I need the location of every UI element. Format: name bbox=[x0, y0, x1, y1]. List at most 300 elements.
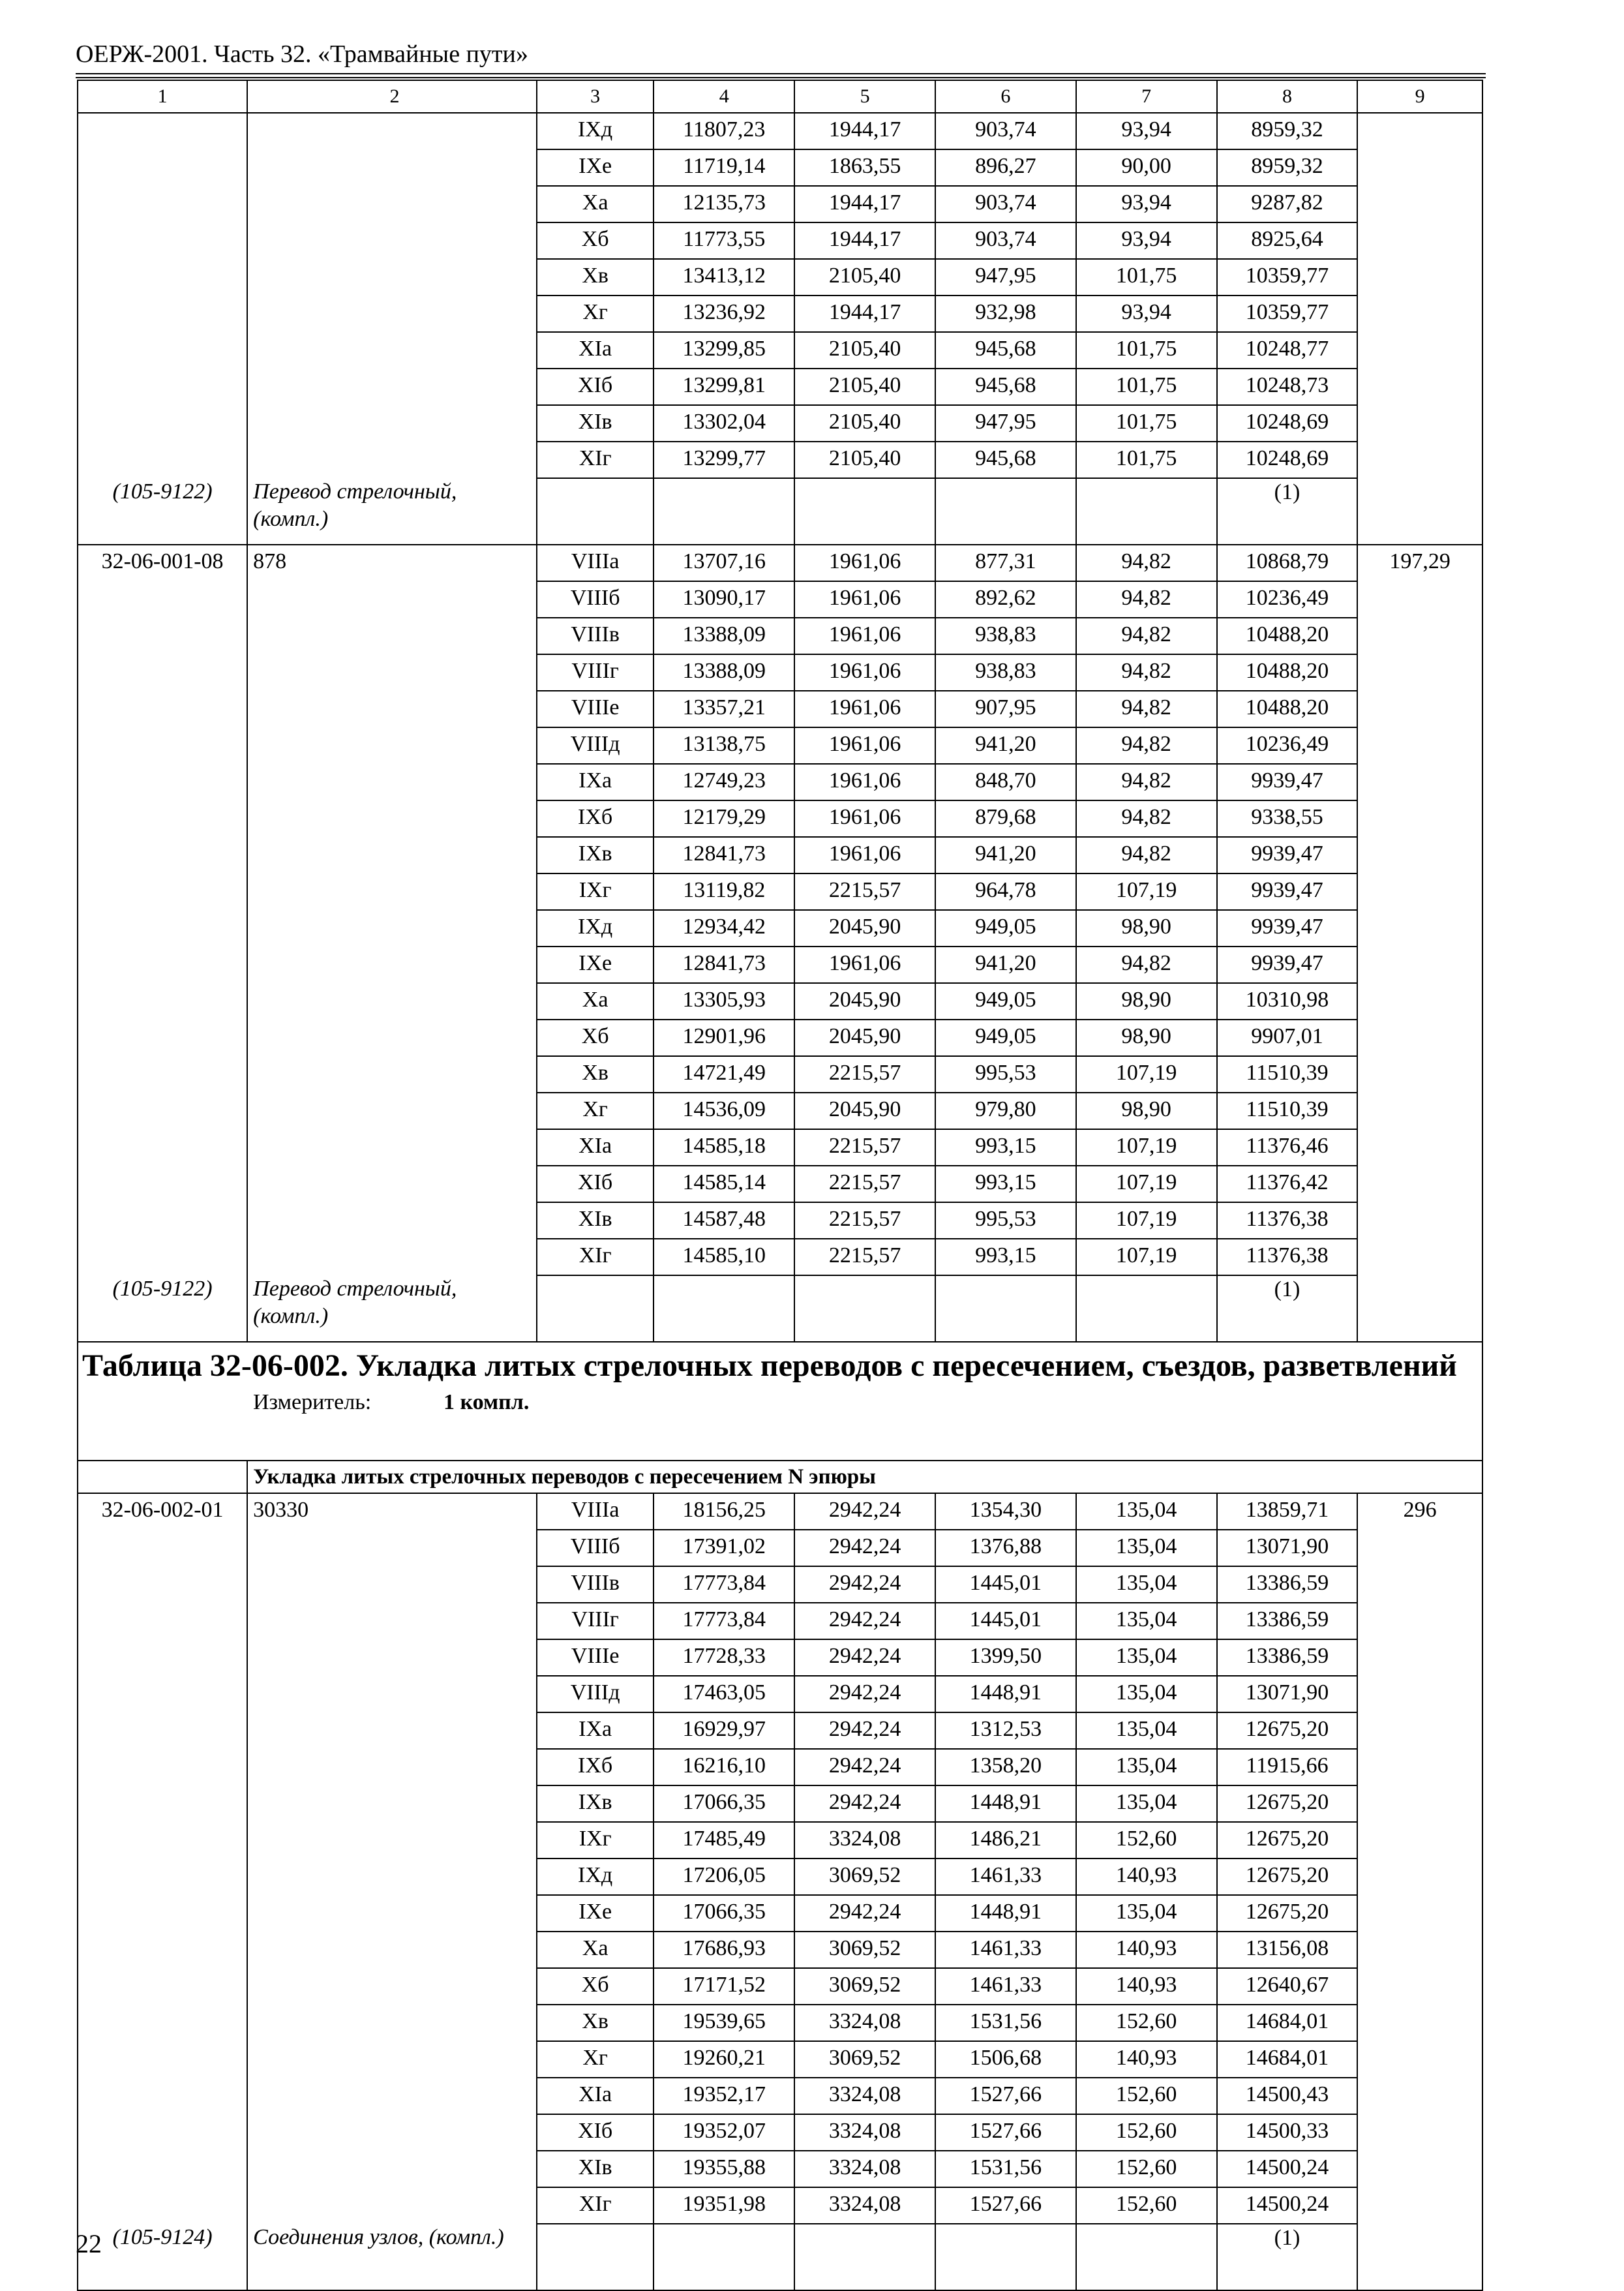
value-cell: 93,94 bbox=[1076, 296, 1217, 332]
value-cell: 896,27 bbox=[935, 149, 1076, 186]
value-cell: 13119,82 bbox=[654, 873, 794, 910]
value-cell: 13090,17 bbox=[654, 581, 794, 618]
table-row bbox=[78, 1932, 1482, 1968]
value-cell: 1448,91 bbox=[935, 1785, 1076, 1822]
zone-cell: XIа bbox=[537, 2078, 654, 2114]
value-cell: 10488,20 bbox=[1217, 618, 1358, 654]
value-cell: 3324,08 bbox=[794, 2114, 935, 2151]
value-cell: 14500,43 bbox=[1217, 2078, 1358, 2114]
cell-empty bbox=[1357, 837, 1482, 873]
value-cell: 11915,66 bbox=[1217, 1749, 1358, 1785]
value-cell: 14721,49 bbox=[654, 1056, 794, 1093]
value-cell: 2942,24 bbox=[794, 1566, 935, 1603]
cell-empty bbox=[1357, 947, 1482, 983]
zone-cell: IXг bbox=[537, 873, 654, 910]
value-cell: 13413,12 bbox=[654, 259, 794, 296]
value-cell: 140,93 bbox=[1076, 2041, 1217, 2078]
zone-cell: XIв bbox=[537, 405, 654, 442]
cell-empty bbox=[935, 1275, 1076, 1342]
table-row bbox=[78, 1530, 1482, 1566]
value-cell: 10310,98 bbox=[1217, 983, 1358, 1020]
value-cell: 877,31 bbox=[935, 545, 1076, 581]
unit-label: Измеритель: bbox=[253, 1390, 372, 1414]
cell-empty bbox=[247, 654, 537, 691]
cell-empty bbox=[247, 581, 537, 618]
cell-empty bbox=[78, 1932, 247, 1968]
table-row bbox=[78, 1749, 1482, 1785]
column-number: 3 bbox=[537, 80, 654, 113]
value-cell: 12640,67 bbox=[1217, 1968, 1358, 2005]
value-cell: 2942,24 bbox=[794, 1712, 935, 1749]
cell-empty bbox=[78, 1712, 247, 1749]
cell-empty bbox=[1357, 259, 1482, 296]
column-number: 5 bbox=[794, 80, 935, 113]
value-cell: 107,19 bbox=[1076, 1129, 1217, 1166]
value-cell: 949,05 bbox=[935, 1020, 1076, 1056]
cell-empty bbox=[247, 1712, 537, 1749]
value-cell: 10488,20 bbox=[1217, 691, 1358, 727]
cell-empty bbox=[1357, 873, 1482, 910]
value-cell: 941,20 bbox=[935, 947, 1076, 983]
value-cell: 14585,14 bbox=[654, 1166, 794, 1202]
zone-cell: VIIIв bbox=[537, 1566, 654, 1603]
value-cell: 8925,64 bbox=[1217, 222, 1358, 259]
cell-empty bbox=[78, 1202, 247, 1239]
cell-empty bbox=[78, 1566, 247, 1603]
cell-empty bbox=[1357, 2005, 1482, 2041]
value-cell: 12675,20 bbox=[1217, 1895, 1358, 1932]
value-cell: 93,94 bbox=[1076, 186, 1217, 222]
value-cell: 12841,73 bbox=[654, 947, 794, 983]
table-row bbox=[78, 1566, 1482, 1603]
zone-cell: XIв bbox=[537, 1202, 654, 1239]
value-cell: 13388,09 bbox=[654, 618, 794, 654]
table-row bbox=[78, 873, 1482, 910]
value-cell: 18156,25 bbox=[654, 1493, 794, 1530]
value-cell: 11807,23 bbox=[654, 113, 794, 149]
cell-empty bbox=[78, 1461, 247, 1493]
resource-qty: (1) bbox=[1217, 2224, 1358, 2290]
cell-empty bbox=[247, 1093, 537, 1129]
value-cell: 140,93 bbox=[1076, 1932, 1217, 1968]
table-row bbox=[78, 1895, 1482, 1932]
cell-empty bbox=[537, 2224, 654, 2290]
cell-empty bbox=[1357, 405, 1482, 442]
cell-empty bbox=[78, 2005, 247, 2041]
rates-table bbox=[77, 80, 1483, 2291]
cell-empty bbox=[1357, 1566, 1482, 1603]
value-cell: 1944,17 bbox=[794, 113, 935, 149]
value-cell: 9338,55 bbox=[1217, 800, 1358, 837]
value-cell: 10248,69 bbox=[1217, 405, 1358, 442]
cell-empty bbox=[78, 2041, 247, 2078]
cell-empty bbox=[1357, 1129, 1482, 1166]
value-cell: 993,15 bbox=[935, 1166, 1076, 1202]
cell-empty bbox=[78, 332, 247, 369]
zone-cell: IXа bbox=[537, 764, 654, 800]
value-cell: 13138,75 bbox=[654, 727, 794, 764]
cell-empty bbox=[78, 1822, 247, 1859]
value-cell: 98,90 bbox=[1076, 1093, 1217, 1129]
value-cell: 1461,33 bbox=[935, 1968, 1076, 2005]
cell-empty bbox=[247, 442, 537, 478]
value-cell: 17728,33 bbox=[654, 1639, 794, 1676]
value-cell: 10248,77 bbox=[1217, 332, 1358, 369]
cell-empty bbox=[78, 222, 247, 259]
cell-empty bbox=[1357, 1530, 1482, 1566]
table-row bbox=[78, 800, 1482, 837]
cell-empty bbox=[1357, 618, 1482, 654]
value-cell: 12675,20 bbox=[1217, 1785, 1358, 1822]
value-cell: 14585,10 bbox=[654, 1239, 794, 1275]
cell-empty bbox=[247, 873, 537, 910]
cell-empty bbox=[1357, 727, 1482, 764]
value-cell: 10248,69 bbox=[1217, 442, 1358, 478]
table-row bbox=[78, 1785, 1482, 1822]
cell-empty bbox=[794, 2224, 935, 2290]
cell-empty bbox=[1076, 1275, 1217, 1342]
cell-empty bbox=[247, 800, 537, 837]
cell-empty bbox=[78, 947, 247, 983]
value-cell: 14536,09 bbox=[654, 1093, 794, 1129]
cell-empty bbox=[78, 727, 247, 764]
cell-empty bbox=[935, 2224, 1076, 2290]
rate-code: 32-06-002-01 bbox=[78, 1493, 247, 1530]
cell-empty bbox=[78, 369, 247, 405]
value-cell: 13299,85 bbox=[654, 332, 794, 369]
zone-cell: IXб bbox=[537, 800, 654, 837]
cell-empty bbox=[78, 1639, 247, 1676]
value-cell: 13299,77 bbox=[654, 442, 794, 478]
value-cell: 90,00 bbox=[1076, 149, 1217, 186]
zone-cell: IXд bbox=[537, 113, 654, 149]
zone-cell: VIIIа bbox=[537, 1493, 654, 1530]
cell-empty bbox=[1357, 2224, 1482, 2290]
value-cell: 13305,93 bbox=[654, 983, 794, 1020]
value-cell: 98,90 bbox=[1076, 910, 1217, 947]
cell-empty bbox=[78, 2187, 247, 2224]
cell-empty bbox=[1357, 1239, 1482, 1275]
value-cell: 11376,38 bbox=[1217, 1239, 1358, 1275]
value-cell: 903,74 bbox=[935, 113, 1076, 149]
value-cell: 941,20 bbox=[935, 837, 1076, 873]
column-number: 8 bbox=[1217, 80, 1358, 113]
value-cell: 135,04 bbox=[1076, 1712, 1217, 1749]
table-row bbox=[78, 1056, 1482, 1093]
value-cell: 12901,96 bbox=[654, 1020, 794, 1056]
table-row bbox=[78, 1239, 1482, 1275]
value-cell: 945,68 bbox=[935, 369, 1076, 405]
value-cell: 13859,71 bbox=[1217, 1493, 1358, 1530]
table-row bbox=[78, 727, 1482, 764]
value-cell: 938,83 bbox=[935, 654, 1076, 691]
value-cell: 1961,06 bbox=[794, 727, 935, 764]
value-cell: 2942,24 bbox=[794, 1749, 935, 1785]
value-cell: 3069,52 bbox=[794, 2041, 935, 2078]
value-cell: 107,19 bbox=[1076, 1239, 1217, 1275]
table-row bbox=[78, 222, 1482, 259]
value-cell: 17206,05 bbox=[654, 1859, 794, 1895]
table-row bbox=[78, 1603, 1482, 1639]
zone-cell: Xб bbox=[537, 1968, 654, 2005]
zone-cell: Xг bbox=[537, 1093, 654, 1129]
cell-empty bbox=[78, 1676, 247, 1712]
value-cell: 135,04 bbox=[1076, 1639, 1217, 1676]
zone-cell: Xв bbox=[537, 1056, 654, 1093]
zone-cell: IXб bbox=[537, 1749, 654, 1785]
column-number: 7 bbox=[1076, 80, 1217, 113]
value-cell: 1399,50 bbox=[935, 1639, 1076, 1676]
cell-empty bbox=[247, 1822, 537, 1859]
zone-cell: XIа bbox=[537, 332, 654, 369]
cell-empty bbox=[247, 837, 537, 873]
zone-cell: XIа bbox=[537, 1129, 654, 1166]
value-cell: 10236,49 bbox=[1217, 727, 1358, 764]
cell-empty bbox=[78, 186, 247, 222]
table-row bbox=[78, 1166, 1482, 1202]
zone-cell: Xа bbox=[537, 983, 654, 1020]
value-cell: 2215,57 bbox=[794, 1056, 935, 1093]
cell-empty bbox=[78, 654, 247, 691]
value-cell: 14500,33 bbox=[1217, 2114, 1358, 2151]
value-cell: 17485,49 bbox=[654, 1822, 794, 1859]
cell-empty bbox=[1357, 581, 1482, 618]
value-cell: 93,94 bbox=[1076, 113, 1217, 149]
value-cell: 12135,73 bbox=[654, 186, 794, 222]
cell-empty bbox=[1357, 2187, 1482, 2224]
cell-empty bbox=[1357, 1603, 1482, 1639]
value-cell: 11773,55 bbox=[654, 222, 794, 259]
cell-empty bbox=[247, 113, 537, 149]
value-cell: 2105,40 bbox=[794, 332, 935, 369]
table-row bbox=[78, 1968, 1482, 2005]
table-row bbox=[78, 2151, 1482, 2187]
value-cell: 17066,35 bbox=[654, 1895, 794, 1932]
value-cell: 13299,81 bbox=[654, 369, 794, 405]
value-cell: 94,82 bbox=[1076, 618, 1217, 654]
table-row bbox=[78, 545, 1482, 581]
value-cell: 9287,82 bbox=[1217, 186, 1358, 222]
value-cell: 17391,02 bbox=[654, 1530, 794, 1566]
cell-empty bbox=[78, 1129, 247, 1166]
zone-cell: IXе bbox=[537, 149, 654, 186]
cell-empty bbox=[78, 1785, 247, 1822]
cell-empty bbox=[78, 691, 247, 727]
value-cell: 17773,84 bbox=[654, 1566, 794, 1603]
zone-cell: IXе bbox=[537, 947, 654, 983]
cell-empty bbox=[247, 2041, 537, 2078]
table-row bbox=[78, 1202, 1482, 1239]
value-cell: 848,70 bbox=[935, 764, 1076, 800]
zone-cell: VIIIв bbox=[537, 618, 654, 654]
zone-cell: Xа bbox=[537, 1932, 654, 1968]
value-cell: 1445,01 bbox=[935, 1603, 1076, 1639]
value-cell: 1527,66 bbox=[935, 2078, 1076, 2114]
cell-empty bbox=[247, 1020, 537, 1056]
cell-empty bbox=[247, 1968, 537, 2005]
cell-empty bbox=[1357, 1968, 1482, 2005]
value-cell: 2105,40 bbox=[794, 442, 935, 478]
table-row bbox=[78, 1093, 1482, 1129]
value-cell: 9907,01 bbox=[1217, 1020, 1358, 1056]
rates-table-body bbox=[78, 80, 1482, 2290]
cell-empty bbox=[78, 1056, 247, 1093]
table-row bbox=[78, 369, 1482, 405]
value-cell: 2942,24 bbox=[794, 1676, 935, 1712]
zone-cell: XIб bbox=[537, 2114, 654, 2151]
value-cell: 10248,73 bbox=[1217, 369, 1358, 405]
value-cell: 947,95 bbox=[935, 405, 1076, 442]
zone-cell: XIб bbox=[537, 1166, 654, 1202]
value-cell: 152,60 bbox=[1076, 2114, 1217, 2151]
value-cell: 135,04 bbox=[1076, 1566, 1217, 1603]
cell-empty bbox=[247, 1749, 537, 1785]
value-cell: 94,82 bbox=[1076, 800, 1217, 837]
zone-cell: XIб bbox=[537, 369, 654, 405]
cell-empty bbox=[1357, 1020, 1482, 1056]
cell-empty bbox=[78, 764, 247, 800]
value-cell: 8959,32 bbox=[1217, 113, 1358, 149]
value-cell: 17686,93 bbox=[654, 1932, 794, 1968]
value-cell: 16216,10 bbox=[654, 1749, 794, 1785]
zone-cell: XIг bbox=[537, 442, 654, 478]
cell-empty bbox=[654, 1275, 794, 1342]
value-cell: 993,15 bbox=[935, 1129, 1076, 1166]
cell-empty bbox=[794, 1275, 935, 1342]
value-cell: 2105,40 bbox=[794, 369, 935, 405]
table-row bbox=[78, 581, 1482, 618]
table-row bbox=[78, 910, 1482, 947]
value-cell: 98,90 bbox=[1076, 1020, 1217, 1056]
value-cell: 13388,09 bbox=[654, 654, 794, 691]
value-cell: 17773,84 bbox=[654, 1603, 794, 1639]
column-number: 6 bbox=[935, 80, 1076, 113]
table-row bbox=[78, 2078, 1482, 2114]
table-row bbox=[78, 113, 1482, 149]
cell-empty bbox=[1357, 764, 1482, 800]
table-title: Таблица 32-06-002. Укладка литых стрелочных переводов с пересечением, съездов, разветвлений bbox=[82, 1348, 1457, 1383]
cell-empty bbox=[247, 2005, 537, 2041]
cell-empty bbox=[78, 296, 247, 332]
column-number: 4 bbox=[654, 80, 794, 113]
cell-empty bbox=[247, 259, 537, 296]
cell-empty bbox=[1357, 1202, 1482, 1239]
value-cell: 11510,39 bbox=[1217, 1093, 1358, 1129]
column-number: 9 bbox=[1357, 80, 1482, 113]
zone-cell: Xв bbox=[537, 2005, 654, 2041]
value-cell: 101,75 bbox=[1076, 405, 1217, 442]
cell-empty bbox=[247, 2114, 537, 2151]
value-cell: 9939,47 bbox=[1217, 873, 1358, 910]
table-row bbox=[78, 1676, 1482, 1712]
value-cell: 135,04 bbox=[1076, 1749, 1217, 1785]
value-cell: 13071,90 bbox=[1217, 1676, 1358, 1712]
value-cell: 140,93 bbox=[1076, 1968, 1217, 2005]
table-row bbox=[78, 1712, 1482, 1749]
table-row bbox=[78, 2005, 1482, 2041]
resource-qty: (1) bbox=[1217, 478, 1358, 545]
value-cell: 13707,16 bbox=[654, 545, 794, 581]
value-cell: 3069,52 bbox=[794, 1859, 935, 1895]
value-cell: 13386,59 bbox=[1217, 1639, 1358, 1676]
zone-cell: VIIIе bbox=[537, 691, 654, 727]
resource-row bbox=[78, 2224, 1482, 2290]
value-cell: 19352,07 bbox=[654, 2114, 794, 2151]
zone-cell: VIIIб bbox=[537, 1530, 654, 1566]
table-row bbox=[78, 1020, 1482, 1056]
value-cell: 1863,55 bbox=[794, 149, 935, 186]
zone-cell: VIIIб bbox=[537, 581, 654, 618]
value-cell: 9939,47 bbox=[1217, 947, 1358, 983]
resource-code: (105-9122) bbox=[78, 1275, 247, 1342]
table-row bbox=[78, 332, 1482, 369]
value-cell: 94,82 bbox=[1076, 837, 1217, 873]
value-cell: 19539,65 bbox=[654, 2005, 794, 2041]
resource-code: (105-9122) bbox=[78, 478, 247, 545]
value-cell: 2942,24 bbox=[794, 1530, 935, 1566]
value-cell: 11376,42 bbox=[1217, 1166, 1358, 1202]
cell-empty bbox=[1357, 2151, 1482, 2187]
value-cell: 12675,20 bbox=[1217, 1859, 1358, 1895]
value-cell: 17463,05 bbox=[654, 1676, 794, 1712]
value-cell: 1527,66 bbox=[935, 2187, 1076, 2224]
value-cell: 1961,06 bbox=[794, 800, 935, 837]
value-cell: 10359,77 bbox=[1217, 259, 1358, 296]
value-cell: 14684,01 bbox=[1217, 2041, 1358, 2078]
value-cell: 1961,06 bbox=[794, 545, 935, 581]
table-row bbox=[78, 1639, 1482, 1676]
value-cell: 2942,24 bbox=[794, 1493, 935, 1530]
cell-empty bbox=[247, 405, 537, 442]
cell-empty bbox=[1357, 113, 1482, 149]
zone-cell: IXд bbox=[537, 1859, 654, 1895]
cell-empty bbox=[247, 2187, 537, 2224]
table-row bbox=[78, 947, 1482, 983]
cell-empty bbox=[78, 149, 247, 186]
column-number: 1 bbox=[78, 80, 247, 113]
value-cell: 903,74 bbox=[935, 186, 1076, 222]
value-cell: 1944,17 bbox=[794, 222, 935, 259]
cell-empty bbox=[247, 1676, 537, 1712]
value-cell: 949,05 bbox=[935, 983, 1076, 1020]
table-row bbox=[78, 405, 1482, 442]
value-cell: 1944,17 bbox=[794, 296, 935, 332]
value-cell: 94,82 bbox=[1076, 764, 1217, 800]
value-cell: 3324,08 bbox=[794, 2078, 935, 2114]
value-cell: 135,04 bbox=[1076, 1603, 1217, 1639]
table-row bbox=[78, 764, 1482, 800]
cell-empty bbox=[78, 2151, 247, 2187]
cell-empty bbox=[247, 222, 537, 259]
cell-empty bbox=[78, 910, 247, 947]
cell-empty bbox=[1357, 1749, 1482, 1785]
value-cell: 1506,68 bbox=[935, 2041, 1076, 2078]
cell-empty bbox=[78, 1020, 247, 1056]
table-subtitle-row bbox=[78, 1461, 1482, 1493]
value-cell: 1486,21 bbox=[935, 1822, 1076, 1859]
value-cell: 2942,24 bbox=[794, 1639, 935, 1676]
cell-empty bbox=[247, 1129, 537, 1166]
value-cell: 903,74 bbox=[935, 222, 1076, 259]
cell-empty bbox=[1357, 369, 1482, 405]
value-cell: 13236,92 bbox=[654, 296, 794, 332]
rate-col9: 296 bbox=[1357, 1493, 1482, 1530]
cell-empty bbox=[247, 1639, 537, 1676]
value-cell: 101,75 bbox=[1076, 442, 1217, 478]
table-row bbox=[78, 442, 1482, 478]
cell-empty bbox=[1076, 2224, 1217, 2290]
value-cell: 13386,59 bbox=[1217, 1603, 1358, 1639]
